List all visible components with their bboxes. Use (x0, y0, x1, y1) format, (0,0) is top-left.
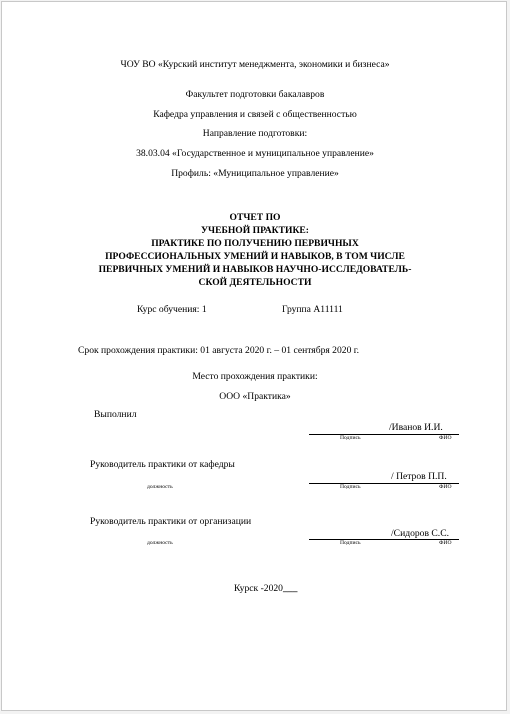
place-label: Место прохождения практики: (192, 371, 318, 382)
city-year (234, 583, 297, 595)
supervisor-dept-label: Руководитель практики от кафедры (90, 459, 235, 470)
city-year-blank: ___ (282, 583, 298, 594)
department-name: Кафедра управления и связей с общественностью (153, 109, 357, 120)
supervisor-dept-signature-line (309, 483, 459, 484)
document-page (1, 1, 507, 711)
title-line-6: СКОЙ ДЕЯТЕЛЬНОСТИ (198, 277, 312, 288)
institution-name: ЧОУ ВО «Курский институт менеджмента, экономики и бизнеса» (120, 59, 390, 70)
supervisor-dept-caption-fio: ФИО (439, 484, 452, 490)
course: Курс обучения: 1 (137, 304, 207, 315)
supervisor-dept-name: / Петров П.П. (391, 471, 447, 482)
supervisor-org-caption-sign: Подпись (340, 540, 361, 546)
supervisor-dept-caption-position: должность (147, 484, 173, 490)
title-line-1: ОТЧЕТ ПО (229, 212, 281, 223)
performed-caption-sign: Подпись (340, 435, 361, 441)
direction-value: 38.03.04 «Государственное и муниципальное управление» (136, 148, 374, 159)
profile: Профиль: «Муниципальное управление» (171, 168, 339, 179)
city-year-text: Курск -2020 (234, 583, 283, 594)
supervisor-org-label: Руководитель практики от организации (90, 516, 252, 527)
performed-name: /Иванов И.И. (389, 422, 443, 433)
group: Группа А11111 (282, 304, 343, 315)
supervisor-dept-caption-sign: Подпись (340, 484, 361, 490)
title-line-3: ПРАКТИКЕ ПО ПОЛУЧЕНИЮ ПЕРВИЧНЫХ (151, 238, 359, 249)
supervisor-org-caption-fio: ФИО (439, 540, 452, 546)
supervisor-org-signature-line (309, 539, 459, 540)
supervisor-org-caption-position: должность (147, 540, 173, 546)
place-value: ООО «Практика» (219, 391, 291, 402)
performed-signature-line (309, 434, 459, 435)
performed-caption-fio: ФИО (439, 435, 452, 441)
title-line-4: ПРОФЕССИОНАЛЬНЫХ УМЕНИЙ И НАВЫКОВ, В ТОМ ЧИСЛЕ (105, 251, 405, 262)
performed-label: Выполнил (94, 409, 137, 420)
supervisor-org-name: /Сидоров С.С. (391, 528, 449, 539)
direction-label: Направление подготовки: (202, 128, 308, 139)
faculty-name: Факультет подготовки бакалавров (185, 89, 325, 100)
title-line-2: УЧЕБНОЙ ПРАКТИКЕ: (201, 225, 309, 236)
practice-period: Срок прохождения практики: 01 августа 2020 г. – 01 сентября 2020 г. (78, 345, 360, 356)
title-line-5: ПЕРВИЧНЫХ УМЕНИЙ И НАВЫКОВ НАУЧНО-ИССЛЕДОВАТЕЛЬ- (98, 264, 412, 275)
